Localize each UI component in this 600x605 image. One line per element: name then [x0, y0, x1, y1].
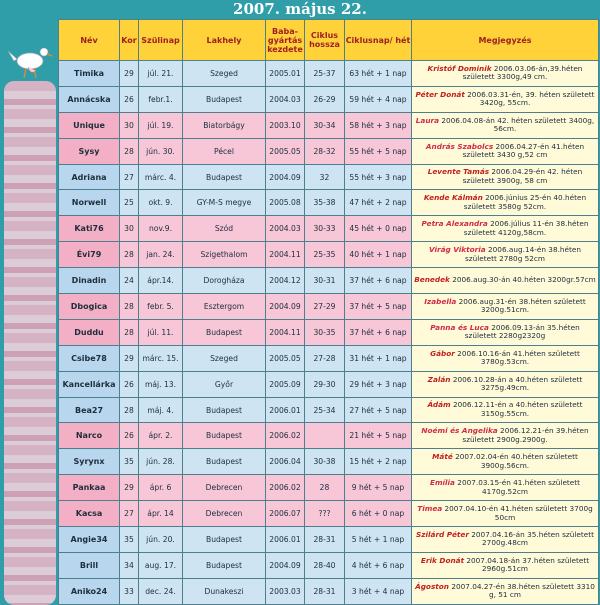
cell-szulinap: ápr. 2.: [139, 423, 183, 449]
birth-details: 2006.03.06-án,39.héten született 3300g,49 cm.: [462, 63, 583, 82]
cell-kor: 35: [120, 527, 139, 553]
cell-kor: 28: [120, 319, 139, 345]
cell-het: 27 hét + 5 nap: [345, 397, 412, 423]
cell-szulinap: okt. 9.: [139, 190, 183, 216]
cell-nev: Annácska: [59, 86, 120, 112]
baby-name: Erik Donát: [420, 555, 465, 565]
baby-name: Timea: [417, 503, 443, 513]
cell-lakhely: Budapest: [183, 527, 266, 553]
cell-kor: 30: [120, 112, 139, 138]
cell-ciklus: 27-28: [305, 345, 345, 371]
table-row: [59, 319, 599, 345]
cell-lakhely: Budapest: [183, 423, 266, 449]
cell-ciklus: [305, 423, 345, 449]
cell-kor: 26: [120, 86, 139, 112]
header-megjegyzes: Megjegyzés: [412, 20, 599, 61]
decoration-column: [0, 19, 58, 588]
baby-name: Noémi és Angelika: [421, 426, 498, 436]
cell-kezdete: 2006.01: [266, 397, 305, 423]
cell-szulinap: ápr.14.: [139, 268, 183, 294]
cell-kezdete: 2004.11: [266, 319, 305, 345]
table-row: [59, 190, 599, 216]
cell-lakhely: Budapest: [183, 86, 266, 112]
cell-ciklus: 25-34: [305, 397, 345, 423]
baby-name: Panna és Luca: [430, 322, 489, 332]
cell-szulinap: jún. 28.: [139, 449, 183, 475]
cell-nev: Bea27: [59, 397, 120, 423]
cell-megjegyzes: [412, 501, 599, 527]
cell-lakhely: Budapest: [183, 319, 266, 345]
cell-megjegyzes: [412, 319, 599, 345]
cell-nev: Kancellárka: [59, 371, 120, 397]
cell-megjegyzes: [412, 112, 599, 138]
baby-name: Ádám: [427, 400, 451, 410]
table-body: [59, 61, 599, 605]
header-kor: Kor: [120, 20, 139, 61]
cell-het: 58 hét + 3 nap: [345, 112, 412, 138]
cell-kezdete: 2004.09: [266, 164, 305, 190]
birth-details: 2006.10.28-án a 40.héten született 3275g.49cm.: [450, 374, 583, 393]
cell-kezdete: 2006.02: [266, 423, 305, 449]
baby-name: Levente Tamás: [427, 167, 490, 177]
cell-ciklus: 30-35: [305, 319, 345, 345]
birth-details: 2007.04.27-én 38.héten született 3310 g, 51 cm: [449, 581, 595, 600]
cell-ciklus: 27-29: [305, 294, 345, 320]
cell-nev: Aniko24: [59, 578, 120, 604]
table-row: [59, 423, 599, 449]
baby-name: Petra Alexandra: [421, 219, 488, 229]
cell-szulinap: jún. 20.: [139, 527, 183, 553]
cell-megjegyzes: [412, 242, 599, 268]
cell-szulinap: júl. 21.: [139, 61, 183, 87]
cell-megjegyzes: [412, 449, 599, 475]
birth-details: 2006.aug.31-én 38.héten született 3200g.51cm.: [456, 296, 586, 315]
cell-ciklus: 35-38: [305, 190, 345, 216]
table-row: [59, 578, 599, 604]
cell-megjegyzes: [412, 138, 599, 164]
baby-name: Szilárd Péter: [416, 529, 469, 539]
cell-megjegyzes: [412, 371, 599, 397]
cell-lakhely: Szigethalom: [183, 242, 266, 268]
table-row: [59, 86, 599, 112]
cell-lakhely: Budapest: [183, 552, 266, 578]
cell-nev: Sysy: [59, 138, 120, 164]
cell-het: 15 hét + 2 nap: [345, 449, 412, 475]
baby-name: Virág Viktoria: [428, 245, 486, 255]
cell-lakhely: Budapest: [183, 449, 266, 475]
cell-nev: Adriana: [59, 164, 120, 190]
cell-szulinap: jún. 30.: [139, 138, 183, 164]
cell-kor: 27: [120, 164, 139, 190]
cell-kor: 35: [120, 449, 139, 475]
cell-kezdete: 2005.05: [266, 345, 305, 371]
table-row: [59, 501, 599, 527]
cell-kor: 29: [120, 61, 139, 87]
header-szulinap: Szülinap: [139, 20, 183, 61]
baby-name: Péter Donát: [415, 89, 465, 99]
cell-het: 5 hét + 1 nap: [345, 527, 412, 553]
birth-details: 2006.04.27-én 41.héten született 3430 g,52 cm: [462, 141, 585, 160]
cell-kezdete: 2005.09: [266, 371, 305, 397]
cell-lakhely: Budapest: [183, 397, 266, 423]
cell-ciklus: 28-31: [305, 578, 345, 604]
baby-illustrations: [4, 81, 56, 605]
cell-megjegyzes: [412, 475, 599, 501]
table-row: [59, 397, 599, 423]
cell-lakhely: Szeged: [183, 61, 266, 87]
cell-nev: Angie34: [59, 527, 120, 553]
cell-lakhely: Biatorbágy: [183, 112, 266, 138]
birth-details: 2007.04.16-án 35.héten született 2700g.48cm: [468, 529, 594, 548]
cell-kezdete: 2004.09: [266, 294, 305, 320]
cell-nev: Narco: [59, 423, 120, 449]
cell-kezdete: 2004.12: [266, 268, 305, 294]
birth-details: 2007.02.04-én 40.héten született 3900g.56cm.: [452, 452, 578, 470]
cell-kezdete: 2006.04: [266, 449, 305, 475]
cell-kor: 28: [120, 138, 139, 164]
cell-het: 63 hét + 1 nap: [345, 61, 412, 87]
cell-kezdete: 2006.01: [266, 527, 305, 553]
cell-het: 3 hét + 4 nap: [345, 578, 412, 604]
table-row: [59, 294, 599, 320]
cell-nev: Syrynx: [59, 449, 120, 475]
cell-nev: Pankaa: [59, 475, 120, 501]
baby-name: Izabella: [424, 296, 457, 306]
cell-lakhely: Dunakeszi: [183, 578, 266, 604]
page-title: 2007. május 22.: [233, 0, 367, 18]
cell-megjegyzes: [412, 527, 599, 553]
cell-kezdete: 2005.08: [266, 190, 305, 216]
cell-megjegyzes: [412, 86, 599, 112]
baby-name: Máté: [432, 452, 453, 462]
birth-details: 2006.aug.30-án 40.héten 3200gr.57cm: [449, 275, 596, 285]
cell-lakhely: Esztergom: [183, 294, 266, 320]
table-row: [59, 112, 599, 138]
cell-kor: 29: [120, 475, 139, 501]
cell-lakhely: Győr: [183, 371, 266, 397]
cell-ciklus: 30-34: [305, 112, 345, 138]
table-row: [59, 449, 599, 475]
cell-kor: 29: [120, 345, 139, 371]
cell-nev: Timika: [59, 61, 120, 87]
cell-kor: 25: [120, 190, 139, 216]
table-row: [59, 164, 599, 190]
baby-name: Kristóf Dominik: [427, 63, 492, 73]
cell-megjegyzes: [412, 268, 599, 294]
cell-het: 47 hét + 2 nap: [345, 190, 412, 216]
baby-name: Laura: [415, 115, 440, 125]
table-row: [59, 527, 599, 553]
table-row: [59, 242, 599, 268]
cell-ciklus: 28-40: [305, 552, 345, 578]
birth-details: 2006.04.29-én 42. héten született 3900g, 58 cm: [462, 167, 583, 185]
cell-ciklus: 30-38: [305, 449, 345, 475]
cell-het: 4 hét + 6 nap: [345, 552, 412, 578]
baby-name: Gábor: [430, 348, 455, 358]
cell-het: 59 hét + 4 nap: [345, 86, 412, 112]
birth-details: 2007.03.15-én 41.héten született 4170g.52cm: [454, 478, 581, 496]
birth-details: 2006.04.08-án 42. héten született 3400g, 56cm.: [439, 115, 595, 134]
cell-szulinap: márc. 4.: [139, 164, 183, 190]
cell-megjegyzes: [412, 578, 599, 604]
cell-ciklus: 29-30: [305, 371, 345, 397]
cell-het: 37 hét + 5 nap: [345, 294, 412, 320]
header-nev: Név: [59, 20, 120, 61]
birth-details: 2006.június 25-én 40.héten született 3580g 52cm.: [463, 193, 587, 211]
cell-megjegyzes: [412, 216, 599, 242]
cell-het: 9 hét + 5 nap: [345, 475, 412, 501]
cell-kor: 28: [120, 294, 139, 320]
cell-szulinap: márc. 15.: [139, 345, 183, 371]
cell-kor: 28: [120, 397, 139, 423]
baby-name: Benedek: [414, 275, 450, 285]
baby-name: Emília: [429, 478, 455, 488]
birth-details: 2006.03.31-én, 39. héten született 3420g, 55cm.: [464, 89, 595, 108]
birth-details: 2006.09.13-án 35.héten született 2280g2320g: [464, 322, 580, 341]
cell-lakhely: GY-M-S megye: [183, 190, 266, 216]
cell-megjegyzes: [412, 345, 599, 371]
baby-name: András Szabolcs: [425, 141, 494, 151]
cell-kezdete: 2006.02: [266, 475, 305, 501]
cell-het: 37 hét + 6 nap: [345, 319, 412, 345]
cell-lakhely: Dorogháza: [183, 268, 266, 294]
birth-details: 2007.04.10-én 41.héten született 3700g 50cm: [442, 503, 593, 522]
table-row: [59, 552, 599, 578]
cell-het: 40 hét + 1 nap: [345, 242, 412, 268]
cell-het: 21 hét + 5 nap: [345, 423, 412, 449]
birth-details: 2006.július 11-én 38.héten született 4120g,58cm.: [463, 219, 589, 237]
cell-nev: Dinadin: [59, 268, 120, 294]
stork-icon: [6, 39, 56, 79]
header-het: Ciklusnap/ hét: [345, 20, 412, 61]
cell-ciklus: 25-37: [305, 61, 345, 87]
cell-ciklus: 28-31: [305, 527, 345, 553]
birth-details: 2006.12.11-én a 40.héten született 3150g.55cm.: [450, 400, 583, 419]
cell-nev: Csibe78: [59, 345, 120, 371]
cell-kor: 27: [120, 501, 139, 527]
table-row: [59, 216, 599, 242]
cell-nev: Norwell: [59, 190, 120, 216]
cell-nev: Évi79: [59, 242, 120, 268]
cell-lakhely: Budapest: [183, 164, 266, 190]
cell-szulinap: ápr. 14: [139, 501, 183, 527]
cell-szulinap: febr. 5.: [139, 294, 183, 320]
cell-ciklus: 26-29: [305, 86, 345, 112]
cell-megjegyzes: [412, 190, 599, 216]
cell-nev: Dbogica: [59, 294, 120, 320]
data-table: [58, 19, 599, 605]
cell-lakhely: Szód: [183, 216, 266, 242]
cell-szulinap: febr.1.: [139, 86, 183, 112]
cell-lakhely: Szeged: [183, 345, 266, 371]
birth-details: 2006.10.16-án 41.héten született 3780g.53cm.: [454, 348, 580, 367]
cell-szulinap: júl. 11.: [139, 319, 183, 345]
birth-details: 2006.12.21-én 39.héten született 2900g.2900g.: [462, 426, 589, 444]
cell-het: 37 hét + 6 nap: [345, 268, 412, 294]
cell-kor: 26: [120, 371, 139, 397]
cell-nev: Kacsa: [59, 501, 120, 527]
cell-megjegyzes: [412, 423, 599, 449]
cell-ciklus: 30-33: [305, 216, 345, 242]
cell-kezdete: 2004.09: [266, 552, 305, 578]
header-kezdete: Baba-gyártás kezdete: [266, 20, 305, 61]
cell-szulinap: máj. 13.: [139, 371, 183, 397]
cell-het: 6 hét + 0 nap: [345, 501, 412, 527]
birth-details: 2006.aug.14-én 38.héten született 2780g 52cm: [464, 245, 582, 263]
baby-name: Ágoston: [415, 581, 449, 591]
table-row: [59, 371, 599, 397]
cell-nev: Kati76: [59, 216, 120, 242]
cell-szulinap: máj. 4.: [139, 397, 183, 423]
cell-kezdete: 2004.03: [266, 86, 305, 112]
table-row: [59, 345, 599, 371]
cell-megjegyzes: [412, 164, 599, 190]
table-row: [59, 268, 599, 294]
cell-nev: Duddu: [59, 319, 120, 345]
cell-nev: Brill: [59, 552, 120, 578]
cell-het: 55 hét + 3 nap: [345, 164, 412, 190]
header-ciklus: Ciklus hossza: [305, 20, 345, 61]
cell-megjegyzes: [412, 61, 599, 87]
cell-ciklus: 28-32: [305, 138, 345, 164]
cell-megjegyzes: [412, 552, 599, 578]
birth-details: 2007.04.18-án 37.héten született 2960g.51cm: [464, 555, 590, 574]
cell-lakhely: Debrecen: [183, 501, 266, 527]
cell-nev: Unique: [59, 112, 120, 138]
cell-ciklus: ???: [305, 501, 345, 527]
cell-kezdete: 2006.07: [266, 501, 305, 527]
cell-ciklus: 30-31: [305, 268, 345, 294]
cell-het: 45 hét + 0 nap: [345, 216, 412, 242]
cell-kezdete: 2004.03: [266, 216, 305, 242]
cell-ciklus: 28: [305, 475, 345, 501]
header-lakhely: Lakhely: [183, 20, 266, 61]
cell-szulinap: jan. 24.: [139, 242, 183, 268]
table-row: [59, 475, 599, 501]
cell-kezdete: 2003.10: [266, 112, 305, 138]
baby-name: Zalán: [427, 374, 451, 384]
table-row: [59, 61, 599, 87]
cell-ciklus: 25-35: [305, 242, 345, 268]
cell-lakhely: Debrecen: [183, 475, 266, 501]
cell-szulinap: aug. 17.: [139, 552, 183, 578]
cell-szulinap: dec. 24.: [139, 578, 183, 604]
cell-kezdete: 2004.11: [266, 242, 305, 268]
cell-megjegyzes: [412, 397, 599, 423]
cell-kor: 34: [120, 552, 139, 578]
cell-ciklus: 32: [305, 164, 345, 190]
cell-szulinap: nov.9.: [139, 216, 183, 242]
cell-het: 31 hét + 1 nap: [345, 345, 412, 371]
table-header: [59, 20, 599, 61]
cell-kor: 26: [120, 423, 139, 449]
cell-kor: 30: [120, 216, 139, 242]
cell-megjegyzes: [412, 294, 599, 320]
cell-kezdete: 2005.05: [266, 138, 305, 164]
cell-szulinap: júl. 19.: [139, 112, 183, 138]
cell-kezdete: 2005.01: [266, 61, 305, 87]
cell-kor: 28: [120, 242, 139, 268]
cell-kor: 33: [120, 578, 139, 604]
cell-het: 55 hét + 5 nap: [345, 138, 412, 164]
table-row: [59, 138, 599, 164]
cell-szulinap: ápr. 6: [139, 475, 183, 501]
cell-kezdete: 2003.03: [266, 578, 305, 604]
cell-kor: 24: [120, 268, 139, 294]
baby-name: Kende Kálmán: [423, 193, 483, 203]
cell-het: 29 hét + 3 nap: [345, 371, 412, 397]
cell-lakhely: Pécel: [183, 138, 266, 164]
